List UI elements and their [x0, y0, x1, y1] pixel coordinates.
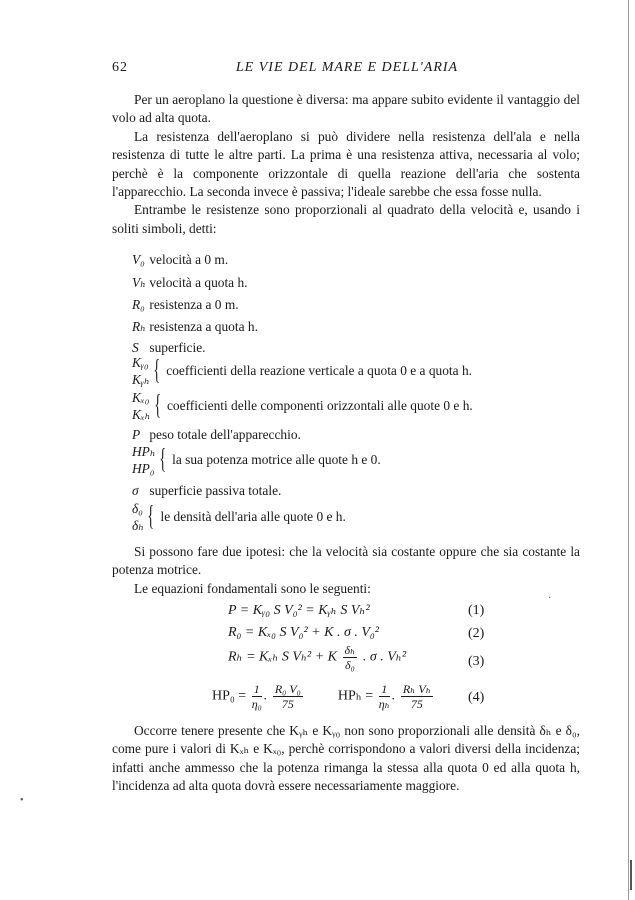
symbol-row — [132, 296, 239, 314]
symbol-top: Kᵧ₀ — [132, 355, 149, 370]
symbol-row — [132, 274, 248, 292]
symbol-desc: le densità dell'aria alle quote 0 e h. — [160, 509, 346, 524]
symbol-row — [132, 318, 258, 336]
numerator: R₀ V₀ — [274, 682, 301, 696]
symbol-desc: velocità a 0 m. — [149, 252, 229, 267]
symbol-desc: peso totale dell'apparecchio. — [149, 427, 301, 442]
symbol-desc: superficie passiva totale. — [149, 483, 282, 498]
intro-text — [112, 91, 580, 238]
symbol-top: HPₕ — [132, 444, 156, 459]
denominator: 75 — [281, 697, 294, 711]
symbol-desc: resistenza a 0 m. — [149, 297, 239, 312]
equation-number: (4) — [468, 690, 485, 705]
denominator: 75 — [410, 697, 423, 711]
brace: { — [153, 355, 160, 386]
brace: { — [153, 390, 161, 421]
closing-text — [112, 722, 580, 796]
scan-speck: • — [20, 795, 24, 806]
density-ratio — [343, 643, 358, 672]
paragraph: Entrambe le resistenze sono proporzionali al quadrato della velocità e, usando i soliti simboli, detti: — [112, 202, 580, 236]
numerator: 1 — [252, 682, 262, 697]
paragraph: Occorre tenere presente che Kᵧₕ e Kᵧ₀ non sono proporzionali alle densità δₕ e δ₀, come pure i valori di Kₓₕ e Kₓ₀, perchè corrispondono a valori diversi della incidenza; infatti anche ammesso che la potenza rimanga la stessa alla quota 0 ed alla quota h, l'incidenza ad alta quota dovrà essere necessariamente maggiore. — [112, 723, 580, 794]
symbol-pair-delta — [132, 500, 346, 534]
denominator: δ₀ — [345, 658, 355, 672]
symbol-desc: superficie. — [149, 340, 206, 355]
brace: { — [147, 501, 155, 532]
equation-rhs: . σ . Vₕ² — [362, 649, 407, 665]
symbol: Rₕ — [132, 319, 146, 334]
numerator: 1 — [379, 682, 390, 697]
numerator: Rₕ Vₕ — [402, 682, 431, 696]
symbol-row — [132, 251, 228, 269]
symbol-desc: la sua potenza motrice alle quote h e 0. — [172, 452, 381, 467]
denominator: ηₕ — [378, 697, 390, 711]
symbol-row — [132, 426, 301, 444]
symbol-row — [132, 482, 281, 500]
equation-lhs: HP₀ = — [212, 688, 247, 704]
equation-number: (2) — [468, 626, 485, 641]
symbol: Vₕ — [132, 275, 146, 290]
symbol-desc: velocità a quota h. — [149, 275, 248, 290]
symbol: S — [132, 340, 139, 355]
denominator: η₀ — [251, 697, 262, 711]
symbol: V₀ — [132, 252, 145, 267]
symbol-bottom: Kₓₕ — [132, 407, 151, 422]
equation-4: HP₀ = $\frac{1}{\text{η₀}}$ . $\frac{\text{R₀ V₀}}{75}$ HPₕ = $\frac{1}{\text{ηₕ}}$ . $\frac{\text{Rₕ Vₕ}}{75}$ — [212, 682, 431, 711]
symbol-desc: coefficienti delle componenti orizzontali alle quote 0 e h. — [166, 398, 473, 413]
scan-speck: · — [548, 593, 552, 604]
symbol-pair-ky — [132, 354, 472, 388]
equation-lhs: HPₕ = — [337, 688, 374, 704]
equation-number: (1) — [468, 603, 485, 618]
brace: { — [159, 444, 166, 475]
equation-2: R₀ = Kₓ₀ S V₀² + K . σ . V₀² — [228, 625, 379, 640]
symbol-bottom: Kᵧₕ — [132, 372, 150, 387]
symbol-desc: coefficienti della reazione verticale a quota 0 e a quota h. — [166, 363, 472, 378]
paragraph: La resistenza dell'aeroplano si può dividere nella resistenza dell'ala e nella resistenza di tutte le altre parti. La prima è una resistenza attiva, necessaria al volo; perchè è la componente orizzontale di quella reazione dell'aria che sostenta l'apparecchio. La seconda invece è passiva; l'ideale sarebbe che essa fosse nulla. — [112, 128, 580, 200]
symbol: R₀ — [132, 297, 145, 312]
paragraph: Le equazioni fondamentali sono le seguenti: — [134, 580, 371, 596]
paragraph: Si possono fare due ipotesi: che la velocità sia costante oppure che sia costante la potenza motrice. — [112, 544, 580, 578]
symbol-top: δ₀ — [132, 501, 143, 516]
symbol: P — [132, 427, 141, 442]
symbol: σ — [132, 483, 139, 498]
equation-number: (3) — [468, 654, 485, 669]
running-title: LE VIE DEL MARE E DELL'ARIA — [235, 60, 459, 75]
equation-1: P = Kᵧ₀ S V₀² = Kᵧₕ S Vₕ² — [228, 603, 370, 618]
page-number: 62 — [112, 60, 128, 75]
numerator: δₕ — [344, 643, 356, 657]
page-header — [112, 60, 582, 80]
symbol-pair-kx — [132, 389, 473, 423]
symbol-pair-hp — [132, 443, 381, 477]
equation-3 — [228, 643, 406, 672]
paragraph: Per un aeroplano la questione è diversa: ma appare subito evidente il vantaggio del volo ad alta quota. — [112, 92, 580, 126]
symbol-desc: resistenza a quota h. — [149, 319, 258, 334]
symbol-bottom: HP₀ — [132, 461, 155, 476]
symbol-bottom: δₕ — [132, 518, 145, 533]
hypotheses-text — [112, 543, 580, 598]
symbol-top: Kₓ₀ — [132, 390, 150, 405]
equation-lhs: Rₕ = Kₓₕ S Vₕ² + K — [228, 649, 338, 665]
page-edge-line — [628, 0, 629, 900]
page-edge-mark — [630, 860, 632, 890]
